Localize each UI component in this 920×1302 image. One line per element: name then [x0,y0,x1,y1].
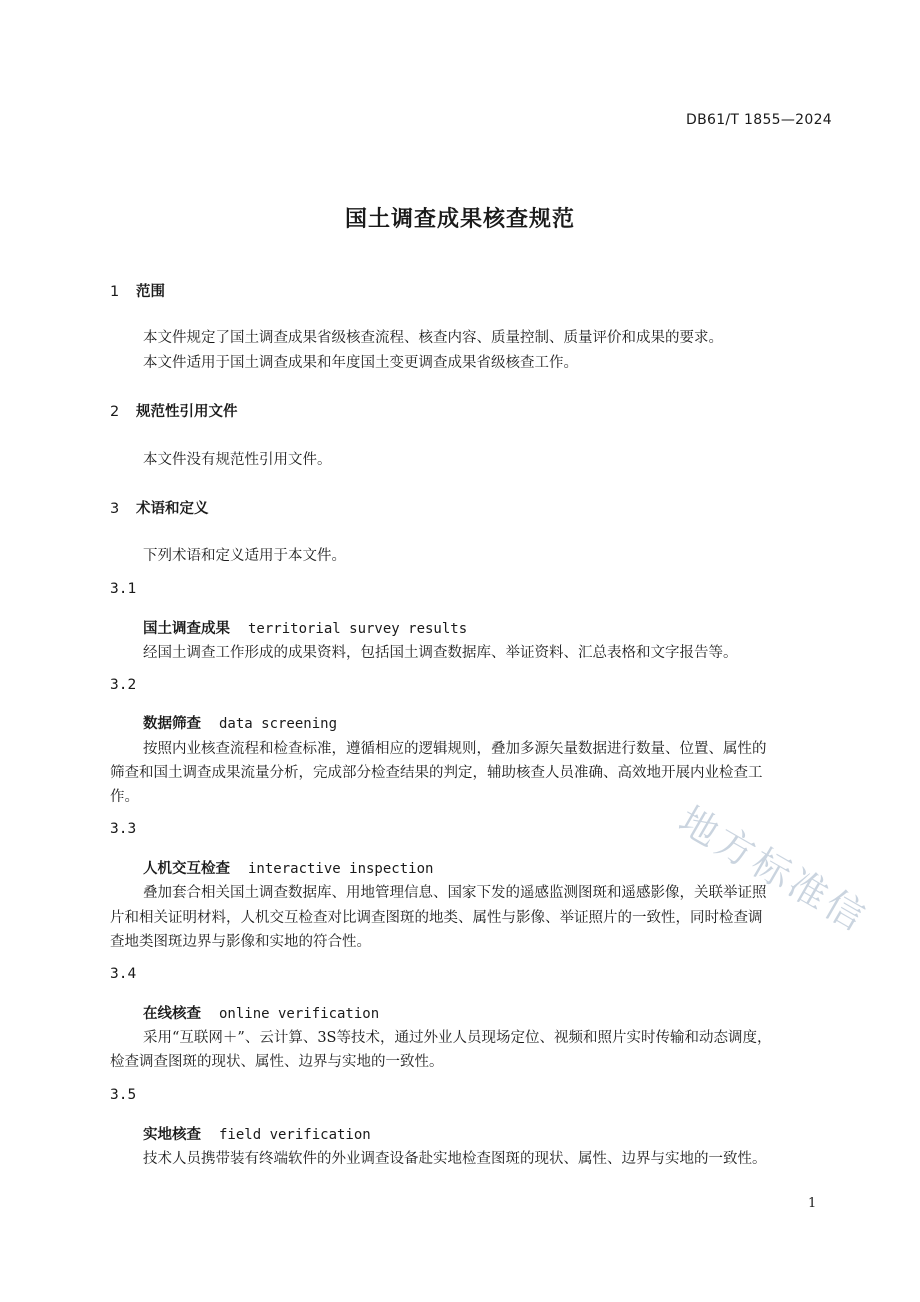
term-english: data screening [219,716,338,732]
section-number: 2 [110,404,120,420]
term-english: interactive inspection [248,861,434,877]
term-definition: 技术人员携带装有终端软件的外业调查设备赴实地检查图斑的现状、属性、边界与实地的一致性。 [143,1151,767,1167]
paragraph: 本文件适用于国土调查成果和年度国土变更调查成果省级核查工作。 [143,355,578,371]
section-number: 3 [110,501,120,517]
term-definition: 叠加套合相关国土调查数据库、用地管理信息、国家下发的遥感监测图斑和遥感影像，关联举证照 [143,885,767,901]
clause-number: 3.1 [110,581,137,597]
clause-number: 3.4 [110,966,137,982]
section-title: 规范性引用文件 [136,404,238,420]
term-definition: 筛查和国土调查成果流量分析，完成部分检查结果的判定，辅助核查人员准确、高效地开展内业检查工 [110,765,763,781]
watermark: 地方标准信 [671,797,876,941]
term-english: online verification [219,1006,380,1022]
term-chinese: 实地核查 [143,1127,201,1143]
term-entry [143,617,467,638]
term-english: field verification [219,1127,371,1143]
section-title: 范围 [136,284,165,300]
term-definition: 经国土调查工作形成的成果资料，包括国土调查数据库、举证资料、汇总表格和文字报告等。 [143,645,738,661]
term-definition: 作。 [110,789,139,805]
section-heading-2 [110,400,238,421]
term-chinese: 人机交互检查 [143,861,230,877]
term-definition: 片和相关证明材料，人机交互检查对比调查图斑的地类、属性与影像、举证照片的一致性，同时检查调 [110,910,763,926]
term-definition: 采用“互联网＋”、云计算、3S等技术，通过外业人员现场定位、视频和照片实时传输和动态调度， [143,1030,772,1046]
term-entry [143,857,433,878]
paragraph: 本文件规定了国土调查成果省级核查流程、核查内容、质量控制、质量评价和成果的要求。 [143,330,723,346]
page-number: 1 [808,1196,817,1211]
term-entry [143,712,337,733]
document-title: 国土调查成果核查规范 [344,207,575,232]
section-title: 术语和定义 [136,501,209,517]
section-heading-1 [110,280,165,301]
term-definition: 检查调查图斑的现状、属性、边界与实地的一致性。 [110,1054,444,1070]
section-heading-3 [110,497,209,518]
clause-number: 3.2 [110,677,137,693]
term-entry [143,1002,379,1023]
term-english: territorial survey results [248,621,468,637]
term-definition: 查地类图斑边界与影像和实地的符合性。 [110,934,371,950]
document-code: DB61/T 1855—2024 [686,112,832,128]
clause-number: 3.5 [110,1087,137,1103]
paragraph: 下列术语和定义适用于本文件。 [143,548,346,564]
clause-number: 3.3 [110,821,137,837]
term-chinese: 数据筛查 [143,716,201,732]
paragraph: 本文件没有规范性引用文件。 [143,452,332,468]
term-definition: 按照内业核查流程和检查标准，遵循相应的逻辑规则，叠加多源矢量数据进行数量、位置、属性的 [143,741,767,757]
term-chinese: 国土调查成果 [143,621,230,637]
term-entry [143,1123,371,1144]
section-number: 1 [110,284,120,300]
term-chinese: 在线核查 [143,1006,201,1022]
